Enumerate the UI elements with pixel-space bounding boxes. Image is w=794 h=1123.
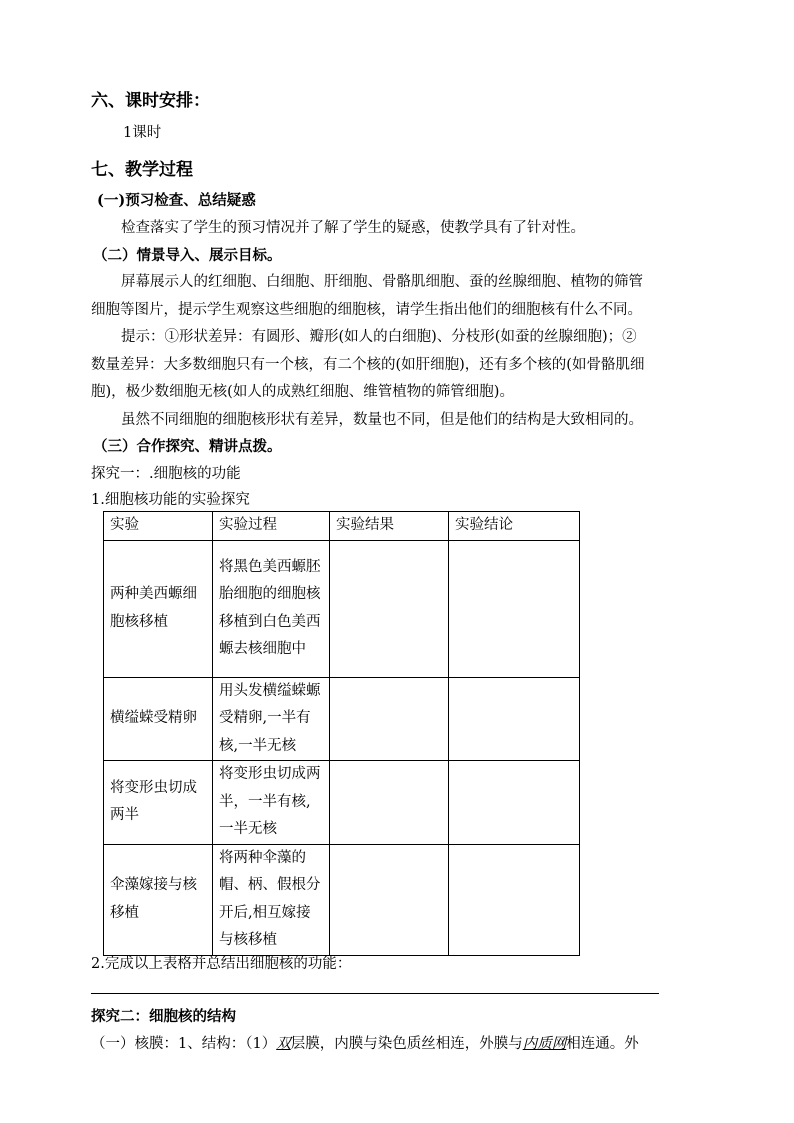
table-header-cell: 实验结论 <box>449 512 580 541</box>
experiment-conclusion-cell <box>449 540 580 677</box>
table-row <box>104 761 580 845</box>
experiment-result-cell <box>330 761 449 845</box>
experiment-conclusion-cell <box>449 844 580 955</box>
experiment-process-cell: 用头发横缢蝾螈受精卵,一半有核,一半无核 <box>213 677 330 761</box>
paragraph-line: 胞)，极少数细胞无核(如人的成熟红细胞、维管植物的筛管细胞)。 <box>91 384 514 400</box>
table-row <box>104 844 580 955</box>
experiment-process-cell: 将两种伞藻的帽、柄、假根分开后,相互嫁接与核移植 <box>213 844 330 955</box>
table-header-cell: 实验 <box>104 512 213 541</box>
experiment-table <box>103 511 580 956</box>
experiment-name-cell: 伞藻嫁接与核移植 <box>104 844 213 955</box>
paragraph-line: 屏幕展示人的红细胞、白细胞、肝细胞、骨骼肌细胞、蚕的丝腺细胞、植物的筛管 <box>121 274 643 290</box>
experiment-name-cell: 两种美西螈细胞核移植 <box>104 540 213 677</box>
experiment-result-cell <box>330 844 449 955</box>
paragraph-line: 数量差异：大多数细胞只有一个核，有二个核的(如肝细胞)，还有多个核的(如骨骼肌细 <box>91 357 645 373</box>
membrane-prefix: （一）核膜：1、结构：（1） <box>91 1036 277 1052</box>
subsection-heading-3: （三）合作探究、精讲点拨。 <box>93 438 282 455</box>
experiment-result-cell <box>330 540 449 677</box>
membrane-suffix: 相连通。外 <box>566 1036 639 1052</box>
explore-heading-1: 探究一：.细胞核的功能 <box>91 466 241 482</box>
table-header-cell: 实验结果 <box>330 512 449 541</box>
section-heading-7: 七、教学过程 <box>91 160 193 180</box>
paragraph-line: 提示：①形状差异：有圆形、瓣形(如人的白细胞)、分枝形(如蚕的丝腺细胞)；② <box>121 329 637 345</box>
experiment-process-cell: 将变形虫切成两半，一半有核,一半无核 <box>213 761 330 845</box>
experiment-result-cell <box>330 677 449 761</box>
experiment-conclusion-cell <box>449 677 580 761</box>
subsection-heading-2: （二）情景导入、展示目标。 <box>93 247 282 264</box>
paragraph-line: 细胞等图片，提示学生观察这些细胞的细胞核，请学生指出他们的细胞核有什么不同。 <box>91 302 642 318</box>
table-row <box>104 677 580 761</box>
experiment-conclusion-cell <box>449 761 580 845</box>
class-hours: 1课时 <box>123 125 162 141</box>
fill-blank-answer: 双 <box>276 1036 291 1052</box>
answer-line <box>91 993 659 994</box>
table-row <box>104 540 580 677</box>
experiment-name-cell: 将变形虫切成两半 <box>104 761 213 845</box>
paragraph-line: 虽然不同细胞的细胞核形状有差异，数量也不同，但是他们的结构是大致相同的。 <box>121 412 643 428</box>
subsection-heading-1: (一)预习检查、总结疑惑 <box>97 192 256 209</box>
table-header-cell: 实验过程 <box>213 512 330 541</box>
list-item-1: 1.细胞核功能的实验探究 <box>91 492 250 508</box>
membrane-line <box>91 1032 639 1053</box>
section-heading-6: 六、课时安排： <box>91 91 210 111</box>
paragraph: 检查落实了学生的预习情况并了解了学生的疑惑，使教学具有了针对性。 <box>121 220 585 236</box>
experiment-name-cell: 横缢蝾受精卵 <box>104 677 213 761</box>
list-item-2: 2.完成以上表格并总结出细胞核的功能： <box>91 956 352 972</box>
fill-blank-answer: 内质网 <box>522 1036 567 1052</box>
explore-heading-2: 探究二：细胞核的结构 <box>91 1008 236 1025</box>
membrane-middle: 层膜，内膜与染色质丝相连，外膜与 <box>290 1036 523 1052</box>
experiment-process-cell: 将黑色美西螈胚胎细胞的细胞核移植到白色美西螈去核细胞中 <box>213 540 330 677</box>
table-header-row <box>104 512 580 541</box>
